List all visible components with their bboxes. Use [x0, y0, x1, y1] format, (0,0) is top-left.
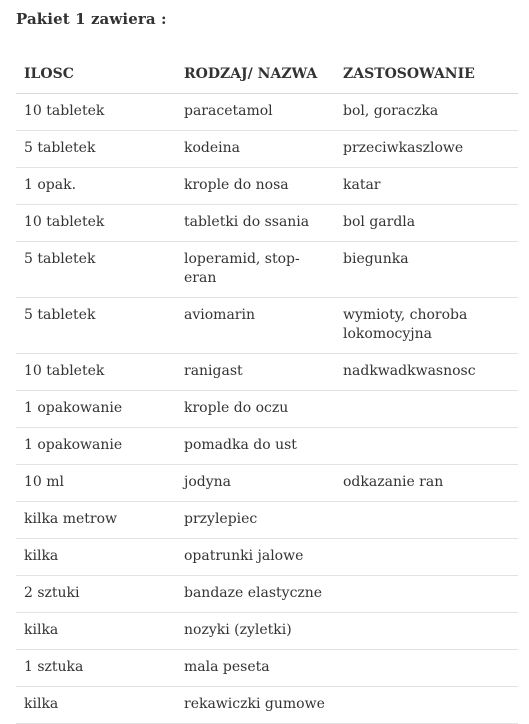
cell-name: kodeina	[176, 131, 335, 168]
cell-name: mala peseta	[176, 650, 335, 687]
cell-quantity: 2 sztuki	[16, 576, 176, 613]
cell-usage	[335, 687, 518, 724]
table-row	[16, 131, 518, 168]
cell-usage: bol gardla	[335, 205, 518, 242]
contents-table	[16, 56, 518, 724]
cell-quantity: 5 tabletek	[16, 242, 176, 298]
cell-name: rekawiczki gumowe	[176, 687, 335, 724]
cell-name: ranigast	[176, 354, 335, 391]
cell-usage	[335, 650, 518, 687]
cell-name: jodyna	[176, 465, 335, 502]
cell-name: przylepiec	[176, 502, 335, 539]
table-row	[16, 650, 518, 687]
cell-usage: wymioty, choroba lokomocyjna	[335, 298, 518, 354]
cell-usage: biegunka	[335, 242, 518, 298]
cell-name: aviomarin	[176, 298, 335, 354]
cell-quantity: 10 ml	[16, 465, 176, 502]
cell-quantity: 5 tabletek	[16, 131, 176, 168]
cell-usage: przeciwkaszlowe	[335, 131, 518, 168]
cell-name: krople do nosa	[176, 168, 335, 205]
column-header-name: RODZAJ/ NAZWA	[176, 56, 335, 94]
cell-usage: bol, goraczka	[335, 94, 518, 131]
cell-name: loperamid, stop-eran	[176, 242, 335, 298]
table-row	[16, 576, 518, 613]
table-row	[16, 168, 518, 205]
page-title: Pakiet 1 zawiera :	[16, 10, 167, 28]
table-row	[16, 465, 518, 502]
cell-usage	[335, 613, 518, 650]
table-row	[16, 687, 518, 724]
table-body	[16, 94, 518, 724]
cell-quantity: 1 opakowanie	[16, 428, 176, 465]
cell-name: bandaze elastyczne	[176, 576, 335, 613]
cell-quantity: kilka	[16, 613, 176, 650]
column-header-usage: ZASTOSOWANIE	[335, 56, 518, 94]
cell-usage	[335, 428, 518, 465]
cell-quantity: 10 tabletek	[16, 354, 176, 391]
table-row	[16, 613, 518, 650]
table-row	[16, 354, 518, 391]
cell-usage	[335, 539, 518, 576]
cell-quantity: kilka	[16, 687, 176, 724]
cell-quantity: kilka metrow	[16, 502, 176, 539]
table-row	[16, 502, 518, 539]
table-row	[16, 298, 518, 354]
table-row	[16, 539, 518, 576]
cell-quantity: 1 sztuka	[16, 650, 176, 687]
cell-quantity: kilka	[16, 539, 176, 576]
cell-name: nozyki (zyletki)	[176, 613, 335, 650]
table-row	[16, 94, 518, 131]
table-row	[16, 391, 518, 428]
cell-name: tabletki do ssania	[176, 205, 335, 242]
cell-usage	[335, 502, 518, 539]
cell-quantity: 10 tabletek	[16, 94, 176, 131]
cell-name: krople do oczu	[176, 391, 335, 428]
cell-usage: nadkwadkwasnosc	[335, 354, 518, 391]
cell-quantity: 5 tabletek	[16, 298, 176, 354]
cell-usage	[335, 391, 518, 428]
cell-quantity: 10 tabletek	[16, 205, 176, 242]
column-header-quantity: ILOSC	[16, 56, 176, 94]
cell-name: pomadka do ust	[176, 428, 335, 465]
cell-name: paracetamol	[176, 94, 335, 131]
cell-usage	[335, 576, 518, 613]
cell-usage: katar	[335, 168, 518, 205]
table-row	[16, 205, 518, 242]
table-row	[16, 242, 518, 298]
cell-usage: odkazanie ran	[335, 465, 518, 502]
cell-quantity: 1 opak.	[16, 168, 176, 205]
cell-name: opatrunki jalowe	[176, 539, 335, 576]
table-header-row	[16, 56, 518, 94]
table-row	[16, 428, 518, 465]
cell-quantity: 1 opakowanie	[16, 391, 176, 428]
